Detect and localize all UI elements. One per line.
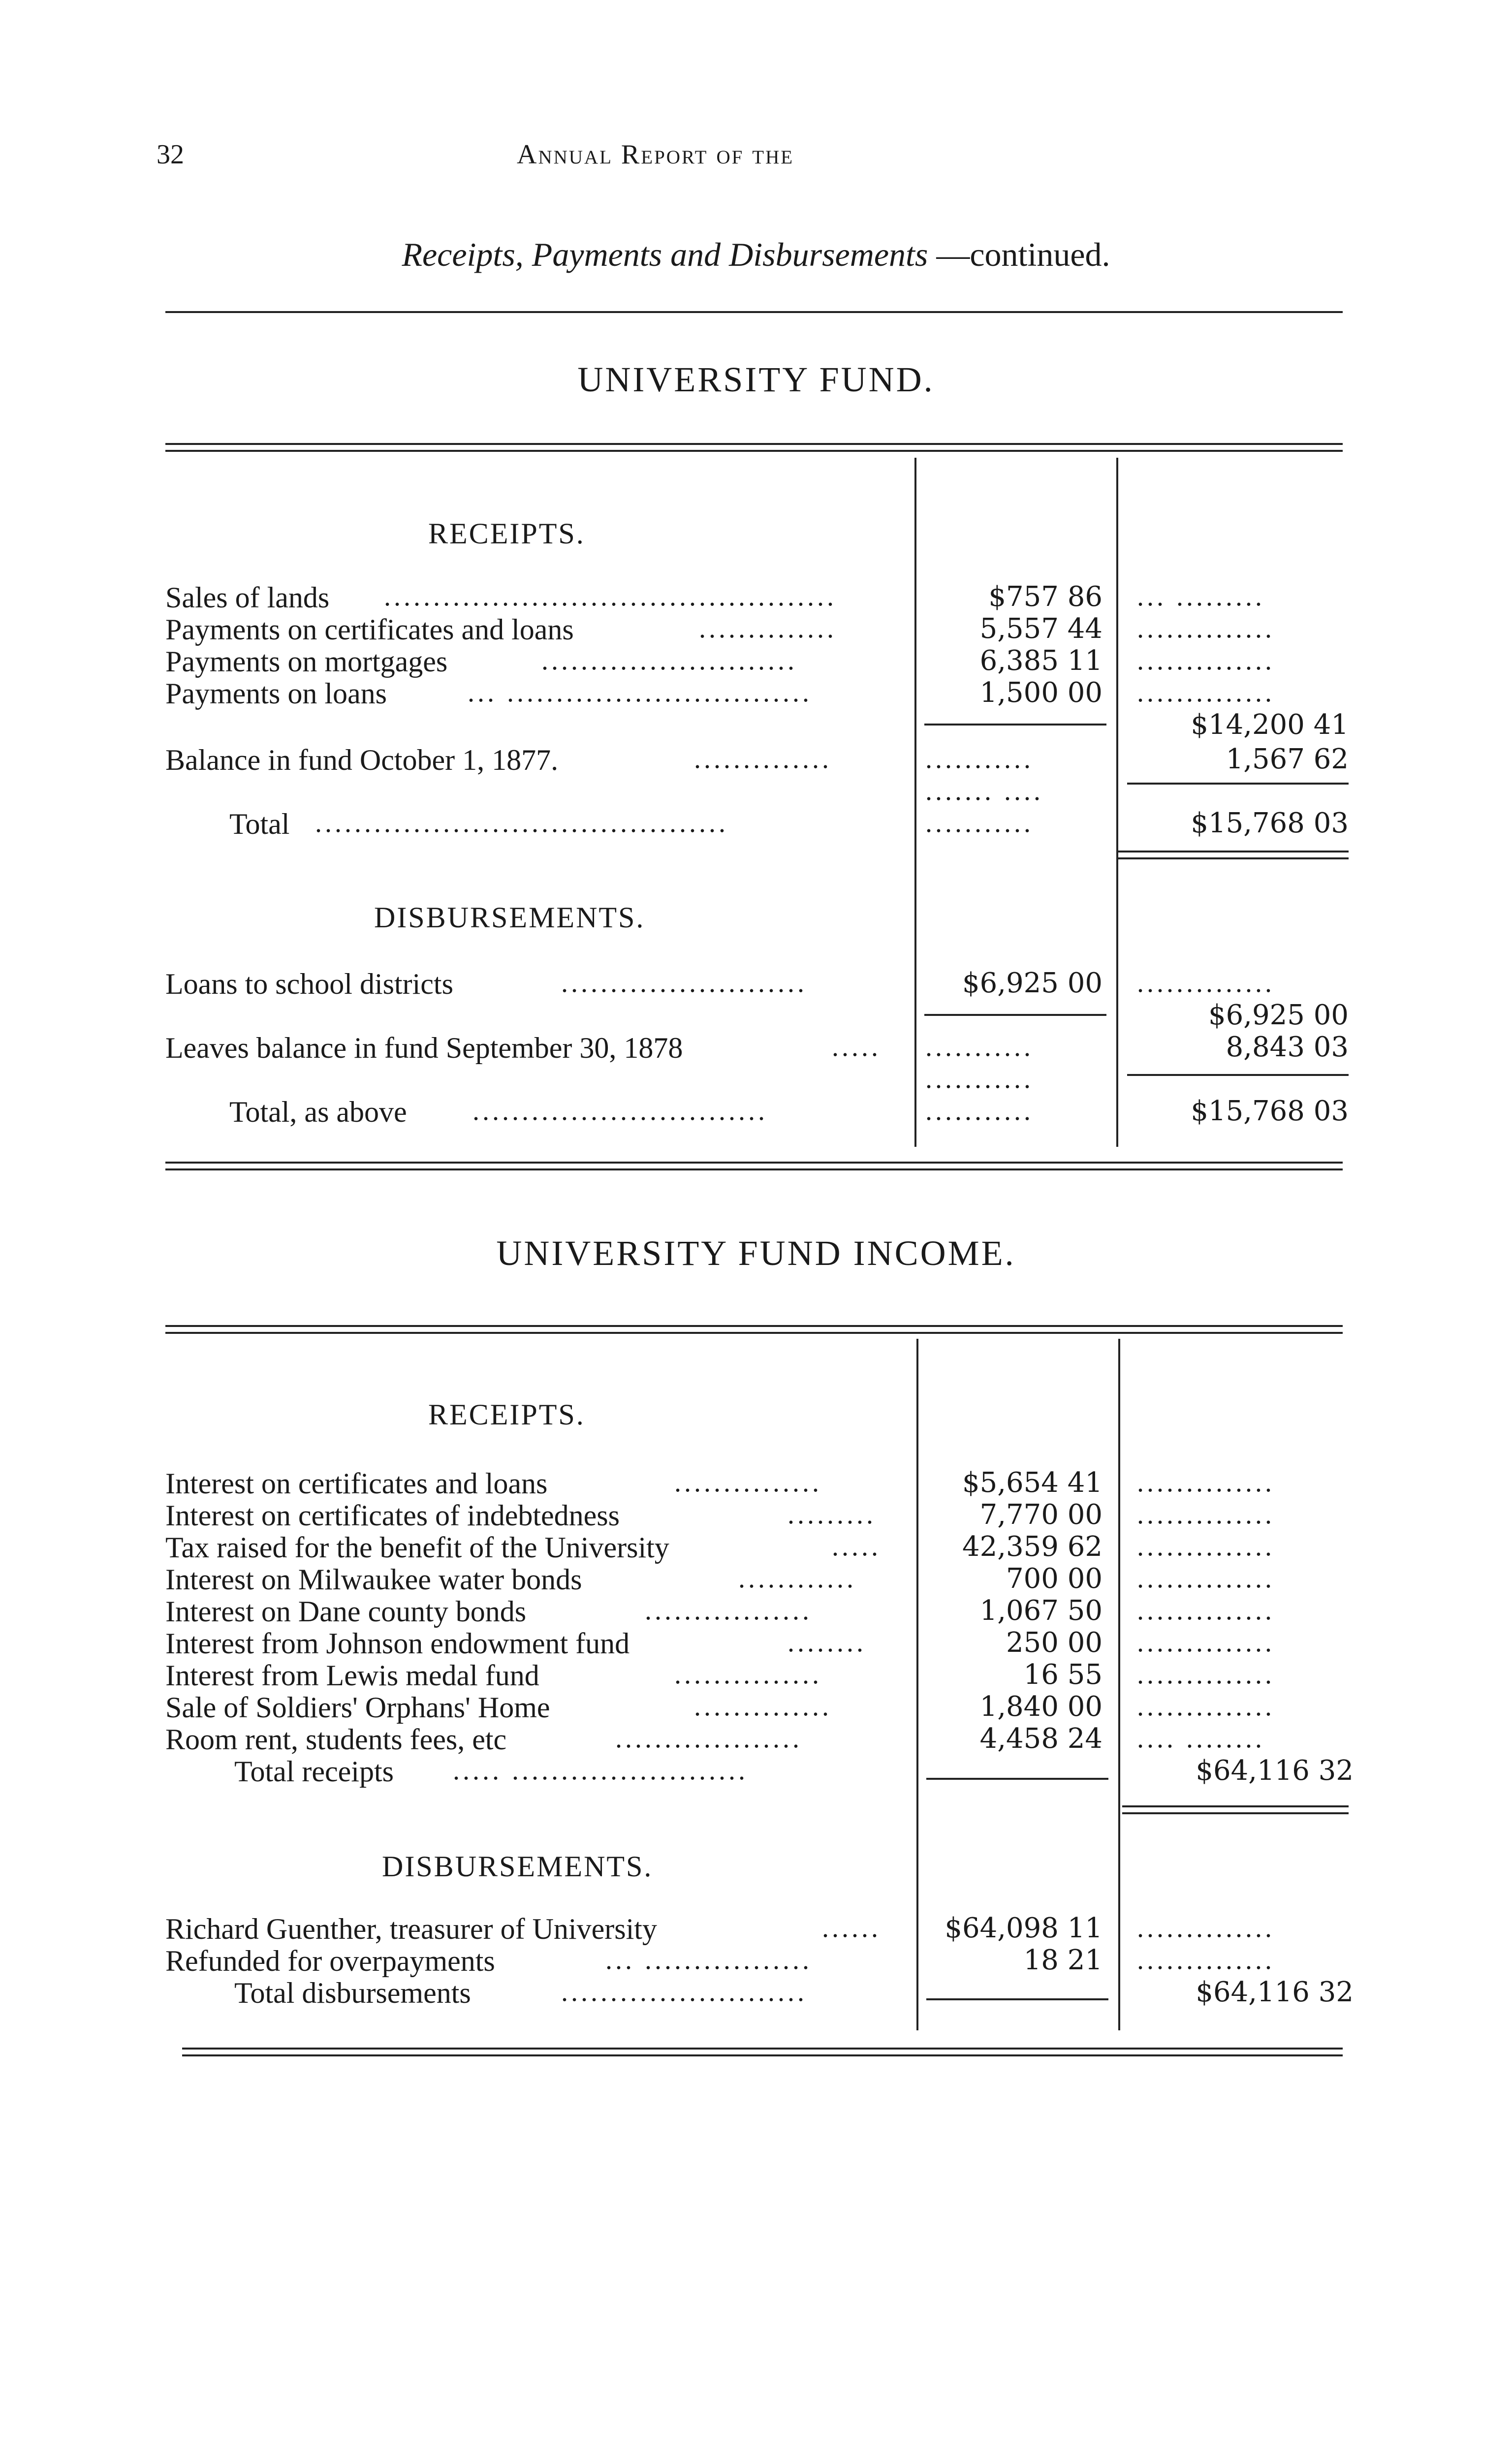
fund-receipts-subtotal: $14,200 41 <box>1191 709 1349 741</box>
income-total-disbursements-label: Total disbursements <box>234 1977 471 2009</box>
leader-dots: .......................... <box>541 645 797 676</box>
leader-dots: .............................................. <box>384 581 837 612</box>
fund-balance-amount: 1,567 62 <box>1226 743 1349 775</box>
income-receipt-label: Interest on Dane county bonds <box>165 1595 527 1628</box>
leader-dots: .............. <box>699 613 837 644</box>
income-disbursement-label: Richard Guenther, treasurer of University <box>165 1913 657 1945</box>
income-receipt-amount: 1,067 50 <box>979 1595 1102 1627</box>
fund-balance-label: Balance in fund October 1, 1877. <box>165 744 559 776</box>
income-disbursement-amount: 18 21 <box>1023 1944 1102 1976</box>
fund-total-above-label: Total, as above <box>229 1096 407 1128</box>
fund-total-above-amount: $15,768 03 <box>1191 1095 1349 1127</box>
income-receipt-label: Interest on certificates and loans <box>165 1467 548 1500</box>
income-receipt-label: Room rent, students fees, etc <box>165 1723 507 1756</box>
fund-top-double-rule <box>165 443 1343 452</box>
leader-dots: .............. <box>1137 1563 1275 1594</box>
income-bottom-double-rule <box>182 2048 1343 2056</box>
fund-col-line-2 <box>1116 458 1118 1147</box>
leader-dots: .............. <box>1137 1659 1275 1690</box>
income-disbursement-amount: $64,098 11 <box>945 1912 1102 1944</box>
leader-dots: ............ <box>738 1563 856 1594</box>
fund-leaves-rule <box>1127 1074 1349 1076</box>
fund-receipt-label: Payments on loans <box>165 677 387 710</box>
income-total-disbursements-amount: $64,116 32 <box>1196 1976 1354 2008</box>
fund-receipt-amount: 6,385 11 <box>979 645 1102 677</box>
page-subtitle <box>0 235 1512 274</box>
leader-dots: ................... <box>615 1723 802 1754</box>
leader-dots: .............. <box>1137 645 1275 676</box>
income-receipt-amount: 4,458 24 <box>979 1723 1102 1755</box>
leader-dots: ... ................. <box>605 1945 812 1975</box>
leader-dots: .............. <box>1137 613 1275 644</box>
leader-dots: .... ........ <box>1137 1723 1265 1754</box>
leader-dots: .............. <box>1137 1945 1275 1975</box>
income-col-line-1 <box>916 1339 918 2030</box>
leader-dots: ..... ........................ <box>453 1755 748 1786</box>
fund-loans-amount: $6,925 00 <box>962 967 1102 999</box>
running-head: Annual Report of the <box>517 139 794 170</box>
fund-disbursements-heading: DISBURSEMENTS. <box>374 901 645 934</box>
income-disbursements-heading: DISBURSEMENTS. <box>382 1850 653 1883</box>
leader-dots: ......................... <box>561 968 807 998</box>
leader-dots: ........... <box>925 1096 1034 1126</box>
income-receipt-label: Tax raised for the benefit of the University <box>165 1531 669 1564</box>
page-number: 32 <box>157 139 184 170</box>
fund-receipt-amount: 5,557 44 <box>979 613 1102 645</box>
income-receipt-amount: 7,770 00 <box>979 1499 1102 1531</box>
income-receipt-label: Interest from Lewis medal fund <box>165 1659 539 1692</box>
fund-receipt-amount: $757 86 <box>988 581 1102 613</box>
leader-dots: ................. <box>645 1595 812 1626</box>
income-top-double-rule <box>165 1325 1343 1334</box>
fund-receipts-heading: RECEIPTS. <box>428 517 585 550</box>
fund-subtotal-rule <box>924 724 1106 726</box>
fund-balance-rule <box>1127 783 1349 785</box>
leader-dots: .............. <box>694 1691 832 1722</box>
leader-dots: .............. <box>1137 1691 1275 1722</box>
income-total-receipts-label: Total receipts <box>234 1755 394 1788</box>
income-disbursements-subtotal-rule <box>926 1998 1108 2000</box>
leader-dots: .............. <box>1137 1627 1275 1658</box>
fund-leaves-label: Leaves balance in fund September 30, 1878 <box>165 1032 683 1064</box>
fund-loans-rule <box>924 1014 1106 1016</box>
income-receipt-amount: 1,840 00 <box>979 1691 1102 1723</box>
leader-dots: ........... <box>925 1032 1034 1062</box>
leader-dots: ............... <box>674 1659 822 1690</box>
income-receipt-amount: 700 00 <box>1006 1563 1102 1595</box>
leader-dots: ........... <box>925 1064 1034 1094</box>
leader-dots: .............. <box>1137 1595 1275 1626</box>
fund-receipt-label: Sales of lands <box>165 581 330 614</box>
income-receipts-subtotal-rule <box>926 1778 1108 1780</box>
income-receipt-amount: 16 55 <box>1023 1659 1102 1691</box>
fund-bottom-double-rule <box>165 1162 1343 1170</box>
fund-loans-total: $6,925 00 <box>1208 999 1349 1031</box>
leader-dots: .............. <box>1137 677 1275 708</box>
leader-dots: .............. <box>694 744 832 774</box>
leader-dots: .............. <box>1137 1467 1275 1498</box>
income-receipt-label: Interest on certificates of indebtedness <box>165 1499 620 1532</box>
leader-dots: .............. <box>1137 1531 1275 1562</box>
university-fund-income-title: UNIVERSITY FUND INCOME. <box>496 1233 1016 1273</box>
leader-dots: ......................... <box>561 1977 807 2007</box>
income-receipt-label: Interest on Milwaukee water bonds <box>165 1563 582 1596</box>
fund-total-amount: $15,768 03 <box>1191 807 1349 839</box>
fund-loans-label: Loans to school districts <box>165 968 453 1000</box>
leader-dots: ......... <box>788 1499 876 1530</box>
income-receipt-amount: 250 00 <box>1006 1627 1102 1659</box>
fund-receipt-amount: 1,500 00 <box>979 677 1102 709</box>
fund-receipt-label: Payments on mortgages <box>165 645 448 678</box>
leader-dots: ........... <box>925 744 1034 774</box>
subtitle-continued: —continued. <box>928 236 1110 273</box>
income-receipt-amount: 42,359 62 <box>962 1531 1102 1563</box>
leader-dots: .......................................... <box>315 808 728 838</box>
leader-dots: ... ......... <box>1137 581 1265 612</box>
fund-col-line-1 <box>914 458 916 1147</box>
leader-dots: ... ............................... <box>468 677 812 708</box>
subtitle-italic: Receipts, Payments and Disbursements <box>402 236 928 273</box>
leader-dots: ............... <box>674 1467 822 1498</box>
leader-dots: .............. <box>1137 968 1275 998</box>
income-receipts-heading: RECEIPTS. <box>428 1398 585 1431</box>
university-fund-title: UNIVERSITY FUND. <box>577 360 935 399</box>
fund-receipt-label: Payments on certificates and loans <box>165 613 574 646</box>
leader-dots: ........ <box>788 1627 866 1658</box>
leader-dots: ..... <box>832 1531 881 1562</box>
income-receipt-amount: $5,654 41 <box>962 1467 1102 1499</box>
income-col-line-2 <box>1118 1339 1120 2030</box>
leader-dots: .............. <box>1137 1499 1275 1530</box>
income-total-receipts-amount: $64,116 32 <box>1196 1755 1354 1787</box>
leader-dots: ...... <box>822 1913 881 1943</box>
income-disbursement-label: Refunded for overpayments <box>165 1945 495 1977</box>
subtitle-rule <box>165 311 1343 313</box>
fund-total-double-rule <box>1117 851 1349 859</box>
fund-total-label: Total <box>229 808 290 840</box>
income-receipt-label: Interest from Johnson endowment fund <box>165 1627 630 1660</box>
leader-dots: ....... .... <box>925 776 1043 806</box>
income-receipts-double-rule <box>1122 1805 1349 1814</box>
income-receipt-label: Sale of Soldiers' Orphans' Home <box>165 1691 550 1724</box>
leader-dots: ........... <box>925 808 1034 838</box>
leader-dots: ..... <box>832 1032 881 1062</box>
leader-dots: .............................. <box>472 1096 768 1126</box>
leader-dots: .............. <box>1137 1913 1275 1943</box>
fund-leaves-amount: 8,843 03 <box>1226 1031 1349 1063</box>
